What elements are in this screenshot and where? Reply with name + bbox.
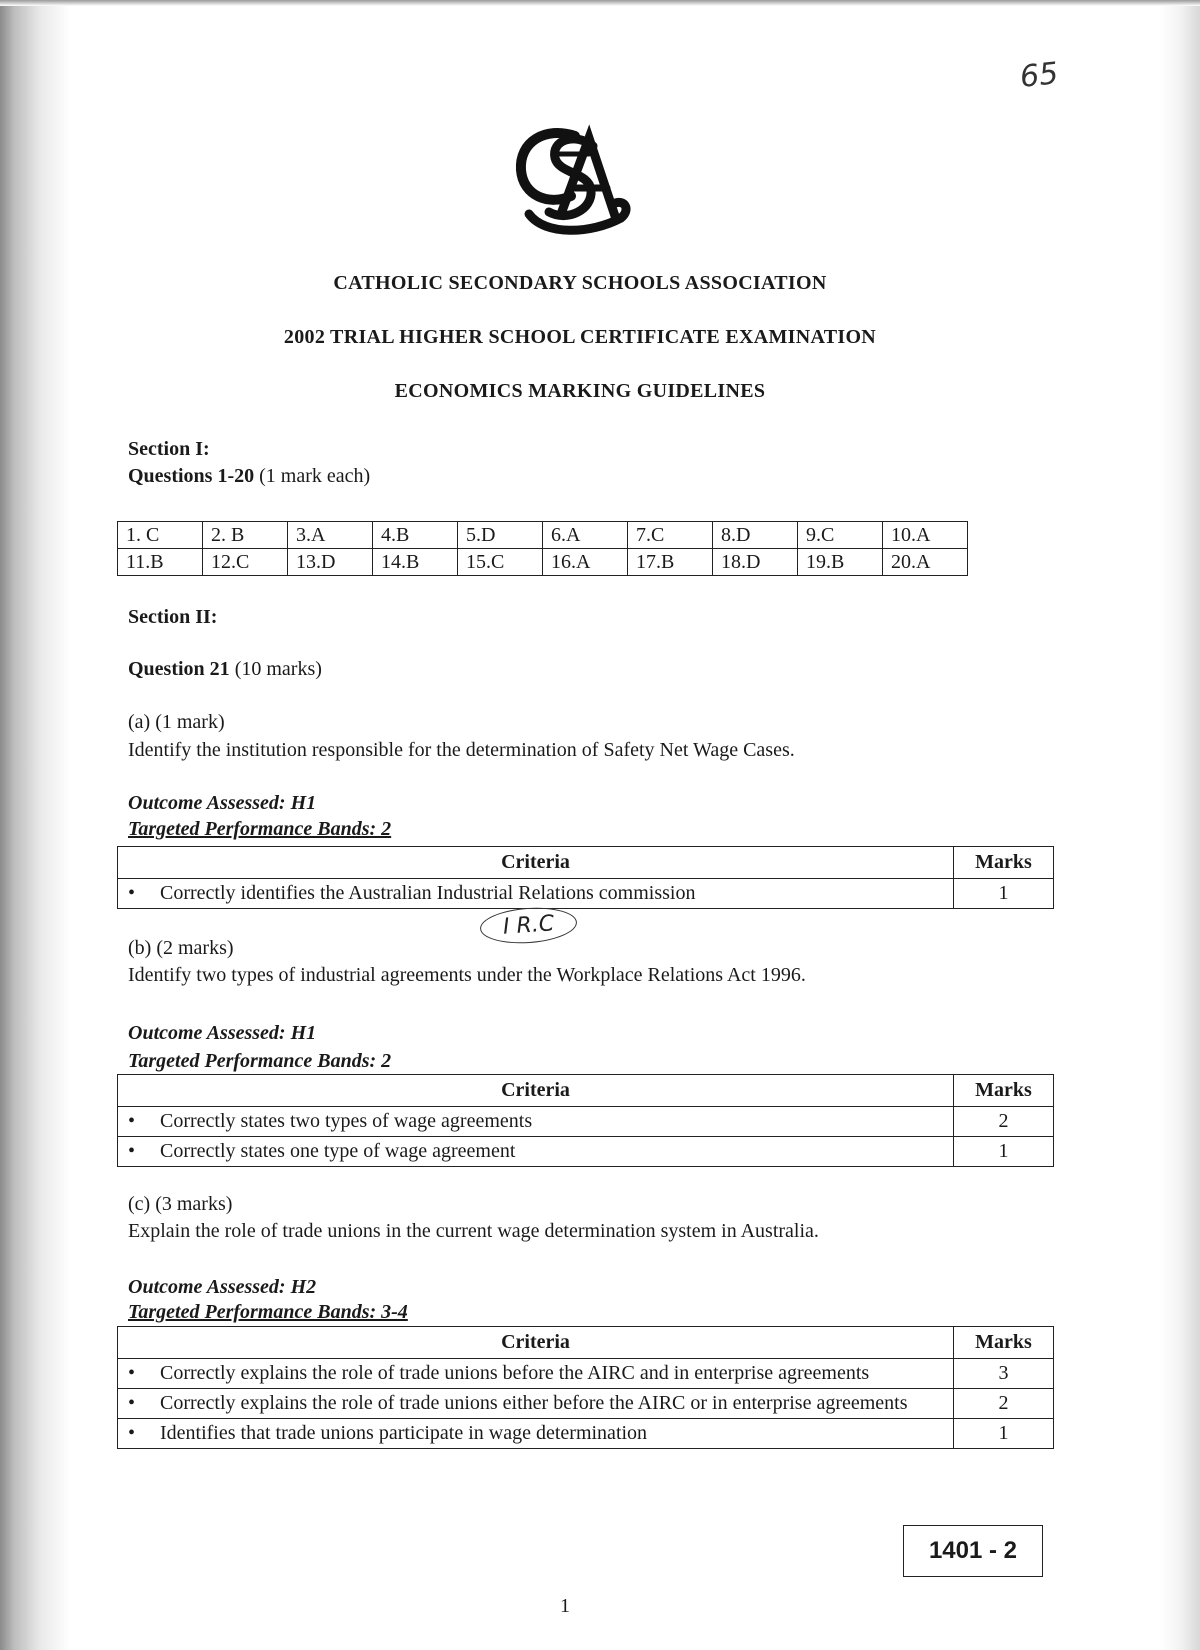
marks-header: Marks: [954, 847, 1054, 879]
answer-cell: 4.B: [373, 522, 458, 549]
marks-header: Marks: [954, 1075, 1054, 1107]
answer-key-table: [117, 521, 968, 576]
answer-cell: 16.A: [543, 549, 628, 576]
question21-marks: (10 marks): [234, 658, 322, 680]
answer-cell: 20.A: [883, 549, 968, 576]
criterion-marks: 1: [954, 1137, 1054, 1167]
answer-cell: 18.D: [713, 549, 798, 576]
answer-cell: 10.A: [883, 522, 968, 549]
answer-cell: 6.A: [543, 522, 628, 549]
criterion-text: • Correctly states one type of wage agreement: [118, 1137, 954, 1167]
part-b-outcome: Outcome Assessed: H1: [128, 1022, 317, 1044]
scan-shadow-right: [1160, 0, 1200, 1650]
answer-cell: 5.D: [458, 522, 543, 549]
criteria-row: [118, 1107, 1054, 1137]
answer-cell: 8.D: [713, 522, 798, 549]
answer-cell: 7.C: [628, 522, 713, 549]
criteria-row: [118, 1389, 1054, 1419]
scan-shadow-top: [0, 0, 1200, 6]
part-b-criteria-table: [117, 1074, 1054, 1167]
criteria-header-row: [118, 1075, 1054, 1107]
answer-cell: 13.D: [288, 549, 373, 576]
criteria-row: [118, 1137, 1054, 1167]
section1-questions-label: Questions 1-20: [128, 465, 255, 487]
question21-label: Question 21: [128, 658, 230, 680]
criterion-marks: 3: [954, 1359, 1054, 1389]
guidelines-heading: ECONOMICS MARKING GUIDELINES: [394, 380, 766, 402]
part-a-criteria-table: [117, 846, 1054, 909]
part-b-label: (b) (2 marks): [128, 937, 234, 959]
part-c-bands: Targeted Performance Bands: 3-4: [128, 1301, 408, 1323]
answer-cell: 14.B: [373, 549, 458, 576]
part-a-prompt: Identify the institution responsible for the determination of Safety Net Wage Cases.: [128, 739, 795, 761]
handwritten-annotation: I R.C: [479, 905, 578, 947]
section2-title: Section II:: [128, 606, 218, 628]
answer-row-1: [118, 522, 968, 549]
part-c-label: (c) (3 marks): [128, 1193, 233, 1215]
exam-heading: 2002 TRIAL HIGHER SCHOOL CERTIFICATE EXAMINATION: [283, 326, 877, 348]
association-heading: CATHOLIC SECONDARY SCHOOLS ASSOCIATION: [333, 272, 827, 294]
criterion-marks: 1: [954, 879, 1054, 909]
answer-cell: 1. C: [118, 522, 203, 549]
criterion-text: • Correctly identifies the Australian Industrial Relations commission: [118, 879, 954, 909]
criterion-marks: 2: [954, 1107, 1054, 1137]
part-a-bands: Targeted Performance Bands: 2: [128, 818, 392, 840]
criteria-row: [118, 1359, 1054, 1389]
criteria-row: [118, 879, 1054, 909]
criteria-header-row: [118, 1327, 1054, 1359]
part-c-criteria-table: [117, 1326, 1054, 1449]
part-a-outcome: Outcome Assessed: H1: [128, 792, 317, 814]
paper-code-box: 1401 - 2: [903, 1525, 1043, 1577]
part-c-prompt: Explain the role of trade unions in the current wage determination system in Australia.: [128, 1220, 819, 1242]
part-b-bands: Targeted Performance Bands: 2: [128, 1050, 392, 1072]
part-a-label: (a) (1 mark): [128, 711, 225, 733]
criteria-header-row: [118, 847, 1054, 879]
criterion-text: • Correctly explains the role of trade unions before the AIRC and in enterprise agreements: [118, 1359, 954, 1389]
answer-cell: 12.C: [203, 549, 288, 576]
page-number: 1: [560, 1595, 570, 1617]
criterion-marks: 1: [954, 1419, 1054, 1449]
criterion-text: • Identifies that trade unions participate in wage determination: [118, 1419, 954, 1449]
part-c-outcome: Outcome Assessed: H2: [128, 1276, 317, 1298]
scan-shadow-left: [0, 0, 70, 1650]
section1-questions: [128, 465, 370, 488]
criterion-text: • Correctly states two types of wage agreements: [118, 1107, 954, 1137]
cssa-logo-icon: [505, 118, 635, 238]
criteria-header: Criteria: [118, 847, 954, 879]
section1-questions-marks: (1 mark each): [259, 465, 371, 487]
criteria-header: Criteria: [118, 1075, 954, 1107]
answer-cell: 3.A: [288, 522, 373, 549]
answer-cell: 19.B: [798, 549, 883, 576]
handwritten-page-number: 65: [1018, 56, 1060, 95]
part-b-prompt: Identify two types of industrial agreements under the Workplace Relations Act 1996.: [128, 964, 806, 986]
question21-heading: [128, 658, 322, 681]
criteria-header: Criteria: [118, 1327, 954, 1359]
answer-cell: 17.B: [628, 549, 713, 576]
answer-row-2: [118, 549, 968, 576]
section1-title: Section I:: [128, 438, 210, 460]
answer-cell: 15.C: [458, 549, 543, 576]
answer-cell: 11.B: [118, 549, 203, 576]
marks-header: Marks: [954, 1327, 1054, 1359]
answer-cell: 9.C: [798, 522, 883, 549]
answer-cell: 2. B: [203, 522, 288, 549]
criteria-row: [118, 1419, 1054, 1449]
criterion-text: • Correctly explains the role of trade unions either before the AIRC or in enterprise agreements: [118, 1389, 954, 1419]
criterion-marks: 2: [954, 1389, 1054, 1419]
